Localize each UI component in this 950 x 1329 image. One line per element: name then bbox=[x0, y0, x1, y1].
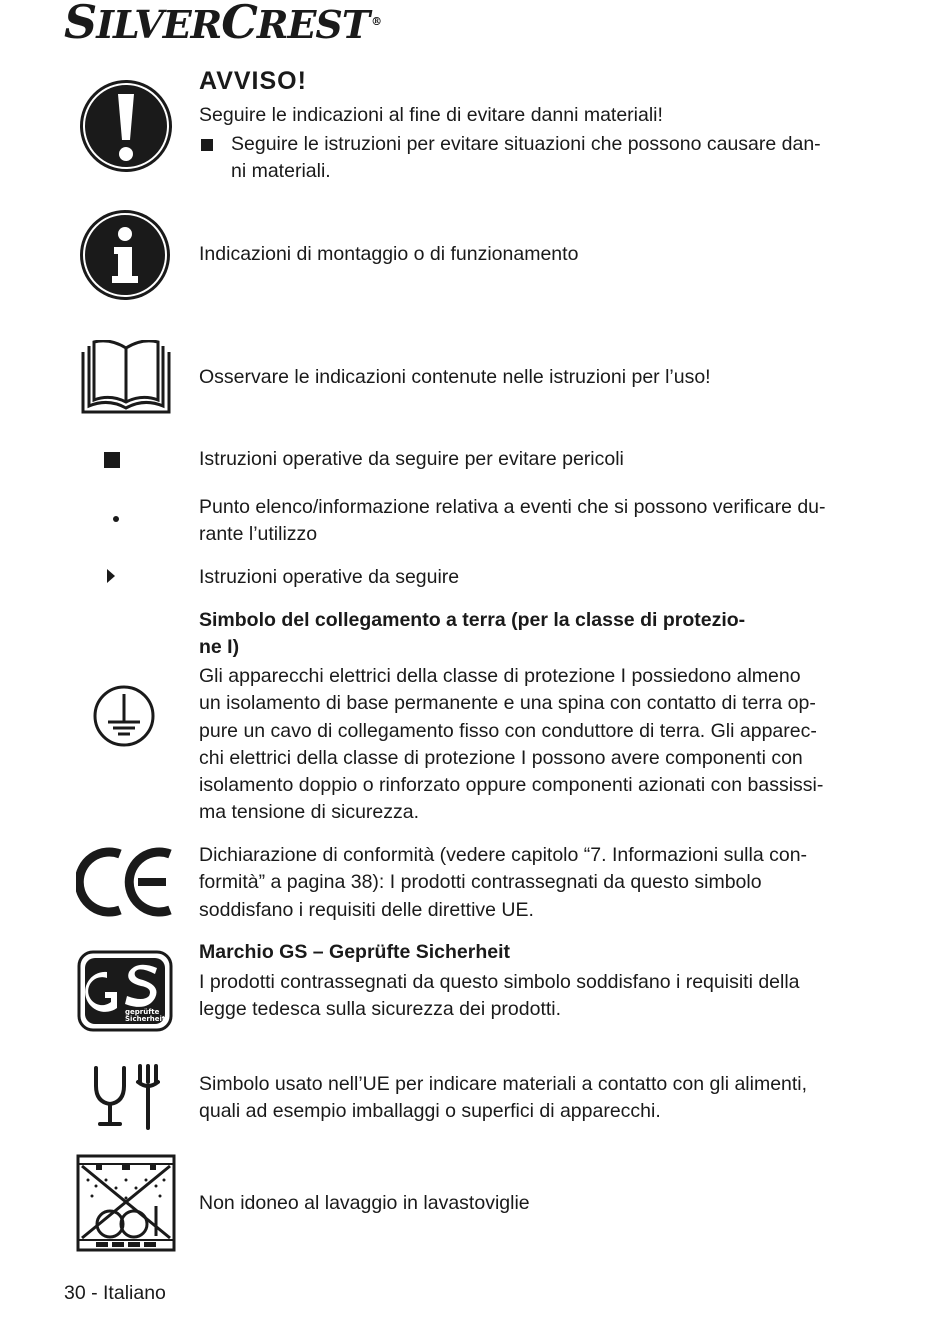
ground-text bbox=[199, 663, 844, 827]
ground-text-line: ma tensione di sicurezza. bbox=[199, 801, 420, 824]
no-dishwasher-icon bbox=[76, 1154, 176, 1252]
ground-symbol-icon bbox=[92, 684, 156, 748]
warning-title: AVVISO! bbox=[199, 67, 307, 95]
food-text-line: Simbolo usato nell’UE per indicare materiali a contatto con gli alimenti, bbox=[199, 1073, 808, 1095]
ground-text-line: un isolamento di base permanente e una spina con contatto di terra op- bbox=[199, 692, 816, 715]
page-footer: 30 - Italiano bbox=[64, 1282, 166, 1304]
info-icon bbox=[78, 208, 172, 302]
ground-text-line: chi elettrici della classe di protezione I possono avere componenti con bbox=[199, 746, 803, 769]
arrow-bullet-text: Istruzioni operative da seguire bbox=[199, 566, 460, 588]
ground-title-line: Simbolo del collegamento a terra (per la classe di protezio- bbox=[199, 609, 746, 631]
gs-text-line: I prodotti contrassegnati da questo simbolo soddisfano i requisiti della bbox=[199, 971, 800, 993]
square-bullet-icon bbox=[104, 452, 120, 468]
ce-text-line: Dichiarazione di conformità (vedere capitolo “7. Informazioni sulla con- bbox=[199, 844, 808, 866]
gs-badge-text: geprüfte bbox=[125, 1008, 160, 1016]
gs-text bbox=[199, 969, 844, 1024]
silvercrest-logo: SILVERCREST ® bbox=[64, 0, 382, 49]
dishwasher-text: Non idoneo al lavaggio in lavastoviglie bbox=[199, 1192, 530, 1214]
food-contact-icon bbox=[92, 1062, 160, 1132]
gs-badge-text: Sicherheit bbox=[125, 1015, 166, 1023]
ground-title-line: ne I) bbox=[199, 636, 240, 659]
warning-bullet bbox=[199, 131, 876, 186]
info-text: Indicazioni di montaggio o di funzionamento bbox=[199, 243, 579, 265]
dot-bullet-icon bbox=[113, 516, 119, 522]
ground-text-line: Gli apparecchi elettrici della classe di protezione I possiedono almeno bbox=[199, 665, 801, 687]
ground-text-line: isolamento doppio o rinforzato oppure componenti azionati con bassissi- bbox=[199, 774, 824, 797]
gs-title: Marchio GS – Geprüfte Sicherheit bbox=[199, 941, 510, 963]
dot-bullet-line: rante l’utilizzo bbox=[199, 523, 318, 546]
gs-mark-icon bbox=[77, 950, 173, 1032]
ce-mark-icon bbox=[76, 846, 176, 918]
manual-book-icon bbox=[80, 340, 172, 414]
square-bullet-text: Istruzioni operative da seguire per evitare pericoli bbox=[199, 448, 624, 470]
ce-text-line: soddisfano i requisiti delle direttive UE. bbox=[199, 898, 534, 921]
exclamation-icon bbox=[78, 78, 174, 174]
gs-text-line: legge tedesca sulla sicurezza dei prodotti. bbox=[199, 998, 562, 1021]
warning-bullet-line: Seguire le istruzioni per evitare situazioni che possono causare dan- bbox=[231, 133, 821, 155]
square-bullet-icon bbox=[201, 139, 213, 151]
arrow-bullet-icon bbox=[106, 568, 116, 584]
warning-bullet-line: ni materiali. bbox=[231, 160, 331, 183]
warning-text: Seguire le indicazioni al fine di evitare danni materiali! bbox=[199, 104, 663, 126]
ground-text-line: pure un cavo di collegamento fisso con conduttore di terra. Gli apparec- bbox=[199, 719, 817, 742]
ground-title bbox=[199, 607, 844, 662]
ce-text-line: formità” a pagina 38): I prodotti contrassegnati da questo simbolo bbox=[199, 871, 762, 894]
food-text-line: quali ad esempio imballaggi o superfici di apparecchi. bbox=[199, 1100, 661, 1123]
ce-text bbox=[199, 842, 844, 924]
dot-bullet-text bbox=[199, 494, 844, 549]
dot-bullet-line: Punto elenco/informazione relativa a eventi che si possono verificare du- bbox=[199, 496, 826, 518]
food-text bbox=[199, 1071, 844, 1126]
manual-text: Osservare le indicazioni contenute nelle istruzioni per l’uso! bbox=[199, 366, 711, 388]
